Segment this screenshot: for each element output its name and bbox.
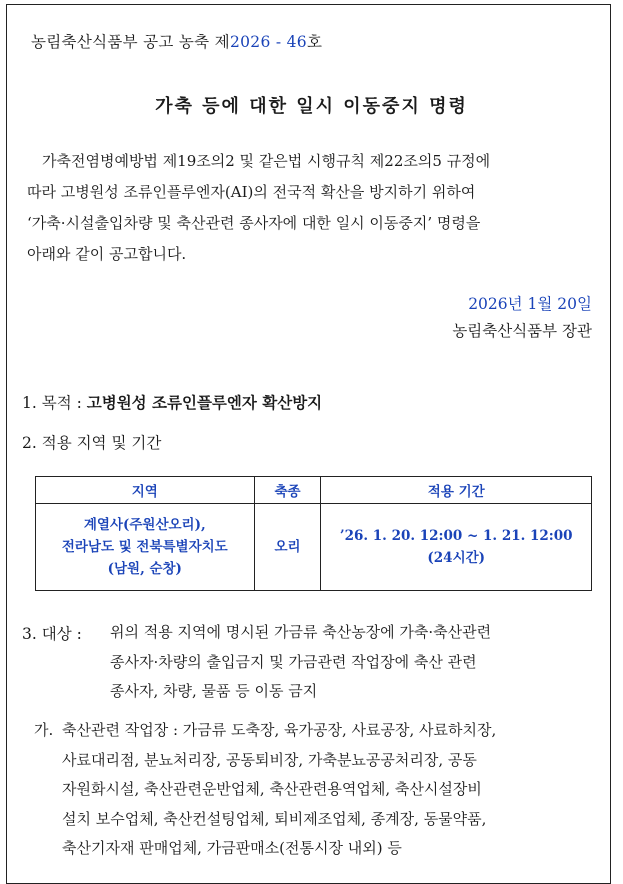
section-purpose-text: 고병원성 조류인플루엔자 확산방지 (86, 393, 323, 412)
workplaces-line-5: 축산기자재 판매업체, 가금판매소(전통시장 내외) 등 (62, 839, 402, 857)
cell-region (36, 504, 255, 591)
target-line-3: 종사자, 차량, 물품 등 이동 금지 (110, 682, 318, 700)
intro-line-1: 가축전염병예방법 제19조의2 및 같은법 시행규칙 제22조의5 규정에 (42, 152, 491, 170)
signer: 농림축산식품부 장관 (452, 322, 592, 340)
notice-suffix: 호 (306, 33, 323, 51)
header-region: 지역 (36, 477, 255, 504)
region-line-2: 전라남도 및 전북특별자치도 (61, 539, 228, 555)
issue-date: 2026년 1월 20일 (468, 295, 592, 313)
intro-line-3: ‘가축·시설출입차량 및 축산관련 종사자에 대한 일시 이동중지’ 명령을 (27, 214, 481, 232)
cell-species: 오리 (254, 504, 321, 591)
document-title: 가축 등에 대한 일시 이동중지 명령 (155, 96, 468, 117)
header-period: 적용 기간 (321, 477, 592, 504)
region-line-1: 계열사(주원산오리), (83, 517, 206, 533)
target-line-1: 위의 적용 지역에 명시된 가금류 축산농장에 가축·축산관련 (110, 623, 492, 641)
cell-period (321, 504, 592, 591)
workplaces-line-4: 설치 보수업체, 축산컨설팅업체, 퇴비제조업체, 종계장, 동물약품, (62, 809, 487, 828)
region-line-3: (남원, 순창) (107, 561, 182, 577)
period-line-2: (24시간) (427, 550, 486, 566)
workplaces-line-3: 자원화시설, 축산관련운반업체, 축산관련용역업체, 축산시설장비 (62, 780, 482, 798)
target-line-2: 종사자·차량의 출입금지 및 가금관련 작업장에 축산 관련 (110, 652, 477, 671)
table-row (36, 504, 592, 591)
workplaces-line-2: 사료대리점, 분뇨처리장, 공동퇴비장, 가축분뇨공공처리장, 공동 (62, 750, 477, 769)
subsection-workplaces (34, 716, 594, 864)
intro-line-4: 아래와 같이 공고합니다. (27, 245, 187, 263)
intro-paragraph (27, 146, 594, 270)
subsection-label: 가. (34, 721, 54, 739)
period-line-1: ’26. 1. 20. 12:00 ~ 1. 21. 12:00 (339, 528, 573, 544)
notice-number (31, 30, 322, 52)
section-purpose-label: 1. 목적 : (22, 394, 87, 412)
header-species: 축종 (254, 477, 321, 504)
notice-number-value: 2026 - 46 (229, 33, 307, 51)
table-header-row (36, 477, 592, 504)
section-target-label: 3. 대상 : (22, 625, 82, 643)
workplaces-line-1: 축산관련 작업장 : 가금류 도축장, 육가공장, 사료공장, 사료하치장, (62, 721, 497, 739)
section-area-period: 2. 적용 지역 및 기간 (22, 434, 162, 452)
area-period-table (35, 476, 592, 591)
intro-line-2: 따라 고병원성 조류인플루엔자(AI)의 전국적 확산을 방지하기 위하여 (27, 183, 476, 201)
section-purpose (22, 391, 322, 413)
section-target-text (110, 618, 594, 707)
notice-prefix: 농림축산식품부 공고 농축 제 (31, 33, 230, 51)
